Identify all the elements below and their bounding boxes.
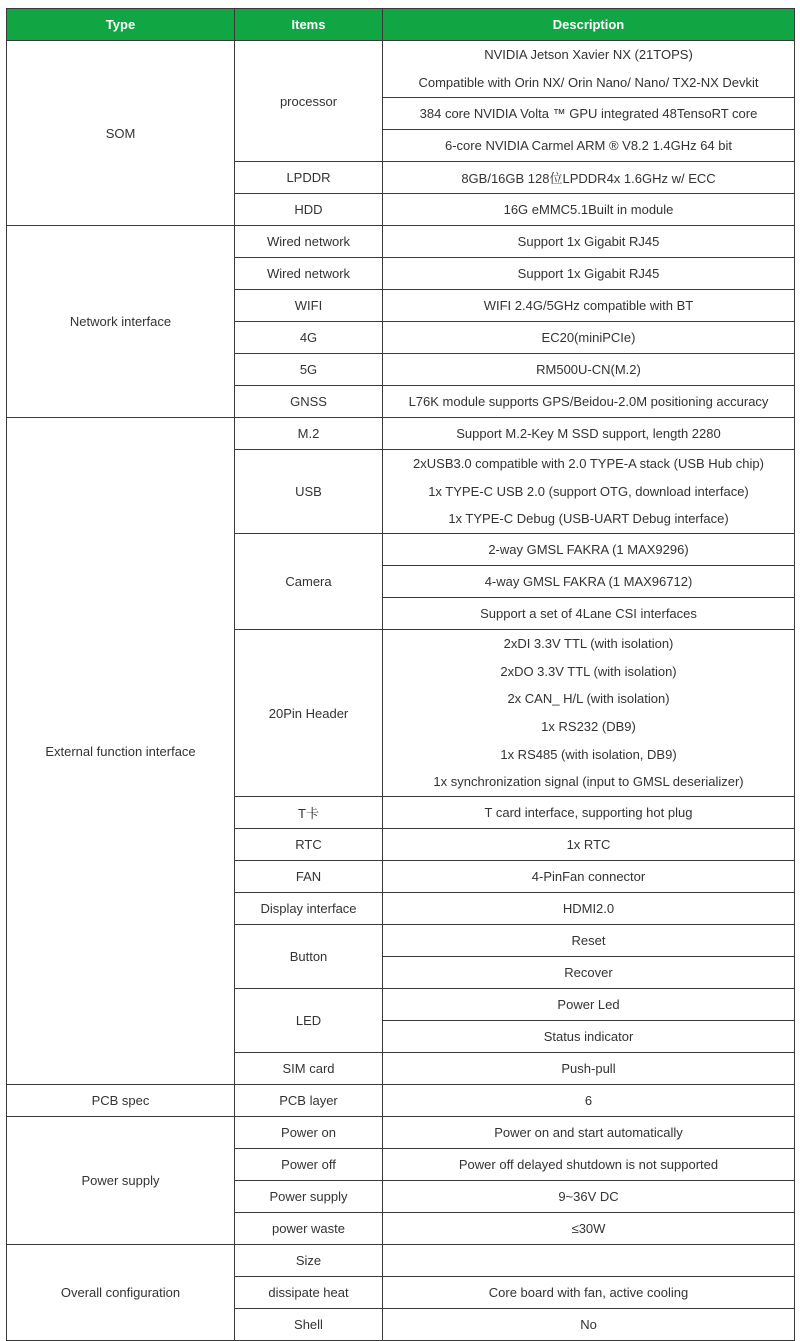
- desc-line: 1x TYPE-C USB 2.0 (support OTG, download interface): [428, 483, 749, 499]
- desc-line: 2xDI 3.3V TTL (with isolation): [503, 636, 674, 652]
- desc-cell: RM500U-CN(M.2): [383, 354, 795, 386]
- desc-cell: Support 1x Gigabit RJ45: [383, 226, 795, 258]
- desc-cell: WIFI 2.4G/5GHz compatible with BT: [383, 290, 795, 322]
- table-row: [7, 1245, 795, 1277]
- table-row: [7, 1085, 795, 1117]
- item-cell: T卡: [235, 797, 383, 829]
- item-cell: PCB layer: [235, 1085, 383, 1117]
- desc-cell: ≤30W: [383, 1213, 795, 1245]
- item-cell: GNSS: [235, 386, 383, 418]
- type-cell-network: Network interface: [7, 226, 235, 418]
- type-cell-external: External function interface: [7, 418, 235, 1085]
- desc-cell: Power off delayed shutdown is not supported: [383, 1149, 795, 1181]
- item-cell: Wired network: [235, 226, 383, 258]
- desc-cell: Core board with fan, active cooling: [383, 1277, 795, 1309]
- type-cell-som: SOM: [7, 41, 235, 226]
- desc-cell: 6: [383, 1085, 795, 1117]
- header-items: Items: [235, 9, 383, 41]
- desc-cell: Power Led: [383, 989, 795, 1021]
- item-cell: SIM card: [235, 1053, 383, 1085]
- item-cell: Size: [235, 1245, 383, 1277]
- type-cell-overall: Overall configuration: [7, 1245, 235, 1341]
- desc-cell: 1x RTC: [383, 829, 795, 861]
- table-row: [7, 1117, 795, 1149]
- item-cell: Camera: [235, 534, 383, 630]
- item-cell: Power on: [235, 1117, 383, 1149]
- desc-line: 2x CAN_ H/L (with isolation): [507, 691, 670, 707]
- table-row: [7, 226, 795, 258]
- desc-cell: No: [383, 1309, 795, 1341]
- type-cell-power: Power supply: [7, 1117, 235, 1245]
- header-description: Description: [383, 9, 795, 41]
- table-row: [7, 418, 795, 450]
- desc-cell: 4-PinFan connector: [383, 861, 795, 893]
- header-row: [7, 9, 795, 41]
- item-cell: 4G: [235, 322, 383, 354]
- desc-line: Compatible with Orin NX/ Orin Nano/ Nano/ TX2-NX Devkit: [418, 75, 759, 90]
- desc-cell: Reset: [383, 925, 795, 957]
- desc-cell: 8GB/16GB 128位LPDDR4x 1.6GHz w/ ECC: [383, 162, 795, 194]
- item-cell: power waste: [235, 1213, 383, 1245]
- item-cell: USB: [235, 450, 383, 534]
- desc-cell: Power on and start automatically: [383, 1117, 795, 1149]
- desc-line: NVIDIA Jetson Xavier NX (21TOPS): [484, 47, 693, 63]
- desc-line: 2xDO 3.3V TTL (with isolation): [500, 663, 677, 679]
- desc-cell: 2-way GMSL FAKRA (1 MAX9296): [383, 534, 795, 566]
- desc-cell: 6-core NVIDIA Carmel ARM ® V8.2 1.4GHz 64 bit: [383, 130, 795, 162]
- item-cell: processor: [235, 41, 383, 162]
- desc-line: 1x RS232 (DB9): [541, 719, 636, 734]
- item-cell: RTC: [235, 829, 383, 861]
- desc-cell: 9~36V DC: [383, 1181, 795, 1213]
- desc-cell: Push-pull: [383, 1053, 795, 1085]
- desc-cell: Support a set of 4Lane CSI interfaces: [383, 598, 795, 630]
- item-cell: Power off: [235, 1149, 383, 1181]
- desc-cell: [383, 450, 795, 534]
- item-cell: Button: [235, 925, 383, 989]
- spec-table: [6, 8, 795, 1341]
- desc-cell: Support 1x Gigabit RJ45: [383, 258, 795, 290]
- item-cell: Display interface: [235, 893, 383, 925]
- desc-cell: Support M.2-Key M SSD support, length 2280: [383, 418, 795, 450]
- desc-cell: 4-way GMSL FAKRA (1 MAX96712): [383, 566, 795, 598]
- desc-cell: [383, 41, 795, 98]
- item-cell: HDD: [235, 194, 383, 226]
- table-row: [7, 41, 795, 98]
- type-cell-pcb: PCB spec: [7, 1085, 235, 1117]
- desc-cell: T card interface, supporting hot plug: [383, 797, 795, 829]
- item-cell: 5G: [235, 354, 383, 386]
- item-cell: WIFI: [235, 290, 383, 322]
- desc-cell: [383, 1245, 795, 1277]
- item-cell: dissipate heat: [235, 1277, 383, 1309]
- item-cell: LED: [235, 989, 383, 1053]
- desc-cell: EC20(miniPCIe): [383, 322, 795, 354]
- header-type: Type: [7, 9, 235, 41]
- desc-cell: 384 core NVIDIA Volta ™ GPU integrated 48TensoRT core: [383, 98, 795, 130]
- item-cell: Power supply: [235, 1181, 383, 1213]
- desc-cell: 16G eMMC5.1Built in module: [383, 194, 795, 226]
- item-cell: Wired network: [235, 258, 383, 290]
- desc-cell: Recover: [383, 957, 795, 989]
- item-cell: 20Pin Header: [235, 630, 383, 797]
- desc-cell: HDMI2.0: [383, 893, 795, 925]
- desc-line: 1x RS485 (with isolation, DB9): [500, 746, 677, 762]
- item-cell: Shell: [235, 1309, 383, 1341]
- desc-line: 2xUSB3.0 compatible with 2.0 TYPE-A stack (USB Hub chip): [413, 456, 764, 472]
- item-cell: LPDDR: [235, 162, 383, 194]
- desc-cell: L76K module supports GPS/Beidou-2.0M positioning accuracy: [383, 386, 795, 418]
- desc-cell: Status indicator: [383, 1021, 795, 1053]
- desc-line: 1x TYPE-C Debug (USB-UART Debug interface): [448, 511, 729, 527]
- desc-cell: [383, 630, 795, 797]
- item-cell: M.2: [235, 418, 383, 450]
- item-cell: FAN: [235, 861, 383, 893]
- desc-line: 1x synchronization signal (input to GMSL deserializer): [433, 774, 744, 790]
